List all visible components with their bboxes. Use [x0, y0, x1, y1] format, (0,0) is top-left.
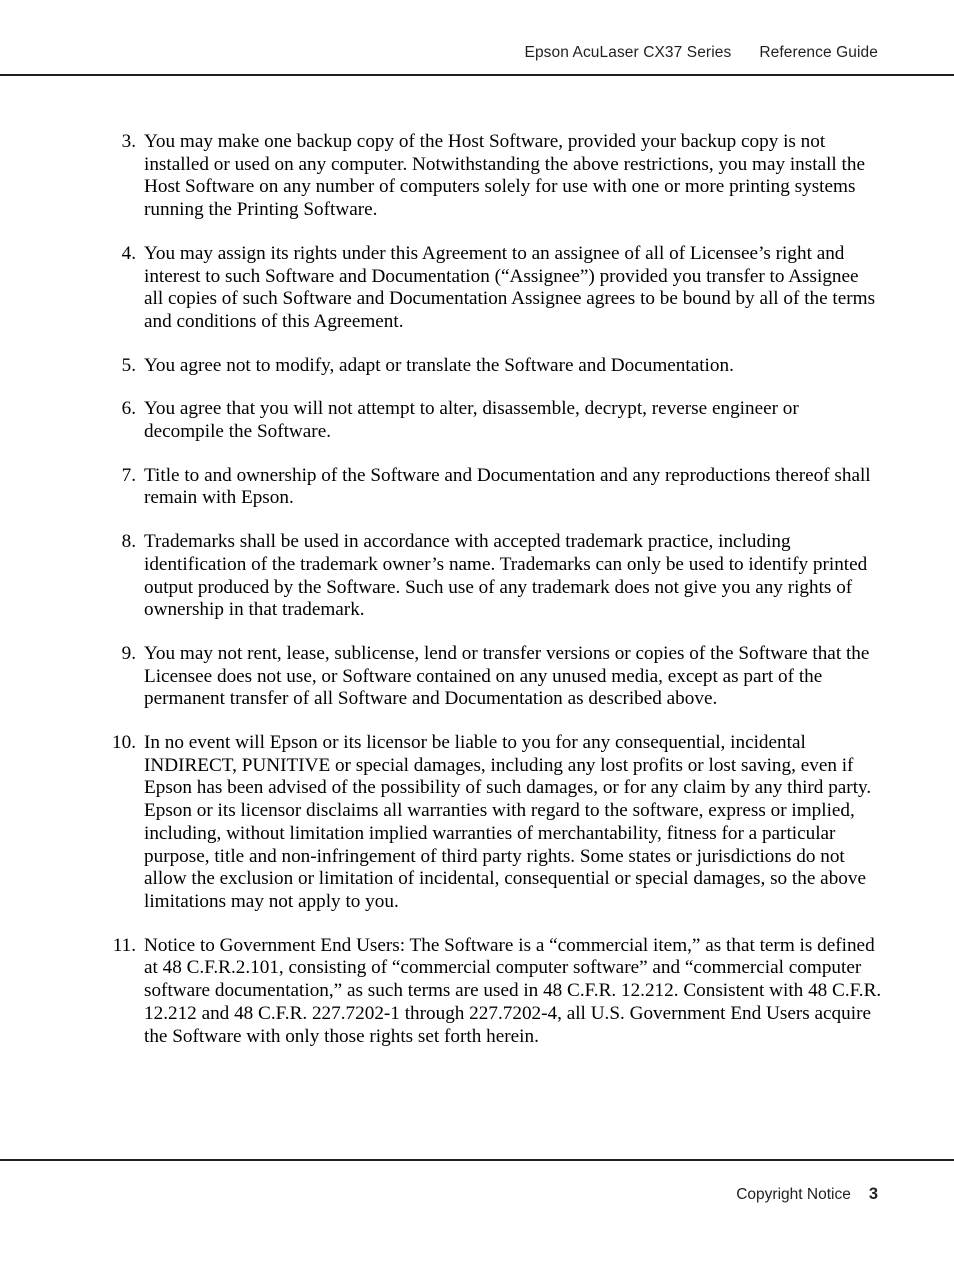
- list-item-text: You may assign its rights under this Agreement to an assignee of all of Licensee’s right and interest to such Software and Documentation (“Assignee”) provided you transfer to Assignee all copies of such Software and Documentation Assignee agrees to be bound by all of the terms and conditions of this Agreement.: [144, 242, 876, 332]
- list-item: [106, 465, 882, 510]
- list-item: [106, 935, 882, 1049]
- header-guide-label: Reference Guide: [759, 44, 878, 61]
- list-item-text: In no event will Epson or its licensor be liable to you for any consequential, incidental INDIRECT, PUNITIVE or special damages, including any lost profits or lost saving, even if Epson has been advised of the possibility of such damages, or for any claim by any third party. Epson or its licensor disclaims all warranties with regard to the software, express or implied, including, without limitation implied warranties of merchantability, fitness for a particular purpose, title and non-infringement of third party rights. Some states or jurisdictions do not allow the exclusion or limitation of incidental, consequential or special damages, so the above limitations may not apply to you.: [144, 732, 872, 912]
- list-item-marker: 5.: [121, 354, 136, 376]
- list-item: [106, 643, 882, 711]
- list-item-text: Notice to Government End Users: The Software is a “commercial item,” as that term is defined at 48 C.F.R.2.101, consisting of “commercial computer software” and “commercial computer software documentation,” as such terms are used in 48 C.F.R. 12.212. Consistent with 48 C.F.R. 12.212 and 48 C.F.R. 227.7202-1 through 227.7202-4, all U.S. Government End Users acquire the Software with only those rights set forth herein.: [144, 934, 882, 1047]
- list-item-text: Title to and ownership of the Software and Documentation and any reproductions thereof shall remain with Epson.: [144, 464, 871, 509]
- list-item: [106, 531, 882, 622]
- list-item: [106, 243, 882, 334]
- header-divider-rule: [0, 74, 954, 76]
- list-item-marker: 10.: [112, 732, 136, 754]
- list-item-marker: 8.: [121, 531, 136, 553]
- list-item-text: You agree that you will not attempt to alter, disassemble, decrypt, reverse engineer or decompile the Software.: [144, 398, 799, 443]
- list-item-text: You agree not to modify, adapt or translate the Software and Documentation.: [144, 354, 734, 376]
- list-item: [106, 131, 882, 222]
- numbered-list: [106, 131, 882, 1048]
- list-item-marker: 11.: [112, 934, 136, 956]
- list-item-marker: 4.: [121, 242, 136, 264]
- list-item-marker: 7.: [121, 464, 136, 486]
- list-item-marker: 3.: [121, 131, 136, 152]
- list-item: [106, 355, 882, 378]
- list-item-text: Trademarks shall be used in accordance with accepted trademark practice, including identification of the trademark owner’s name. Trademarks can only be used to identify printed output produced by the Software. Such use of any trademark does not give you any rights of ownership in that trademark.: [144, 531, 868, 621]
- running-footer: [0, 1185, 878, 1204]
- list-item: [106, 398, 882, 443]
- footer-divider-rule: [0, 1159, 954, 1161]
- list-item-text: You may make one backup copy of the Host Software, provided your backup copy is not installed or used on any computer. Notwithstanding the above restrictions, you may install the Host Software on any number of computers solely for use with one or more printing systems running the Printing Software.: [144, 131, 865, 221]
- list-item: [106, 732, 882, 914]
- list-item-marker: 9.: [121, 642, 136, 664]
- running-header: [0, 44, 878, 62]
- footer-section-label: Copyright Notice: [736, 1186, 851, 1203]
- list-item-marker: 6.: [121, 398, 136, 420]
- list-item-text: You may not rent, lease, sublicense, lend or transfer versions or copies of the Software that the Licensee does not use, or Software contained on any unused media, except as part of the permanent transfer of all Software and Documentation as described above.: [144, 642, 870, 710]
- footer-page-number: 3: [868, 1185, 878, 1203]
- header-document-title: Epson AcuLaser CX37 Series: [524, 44, 732, 61]
